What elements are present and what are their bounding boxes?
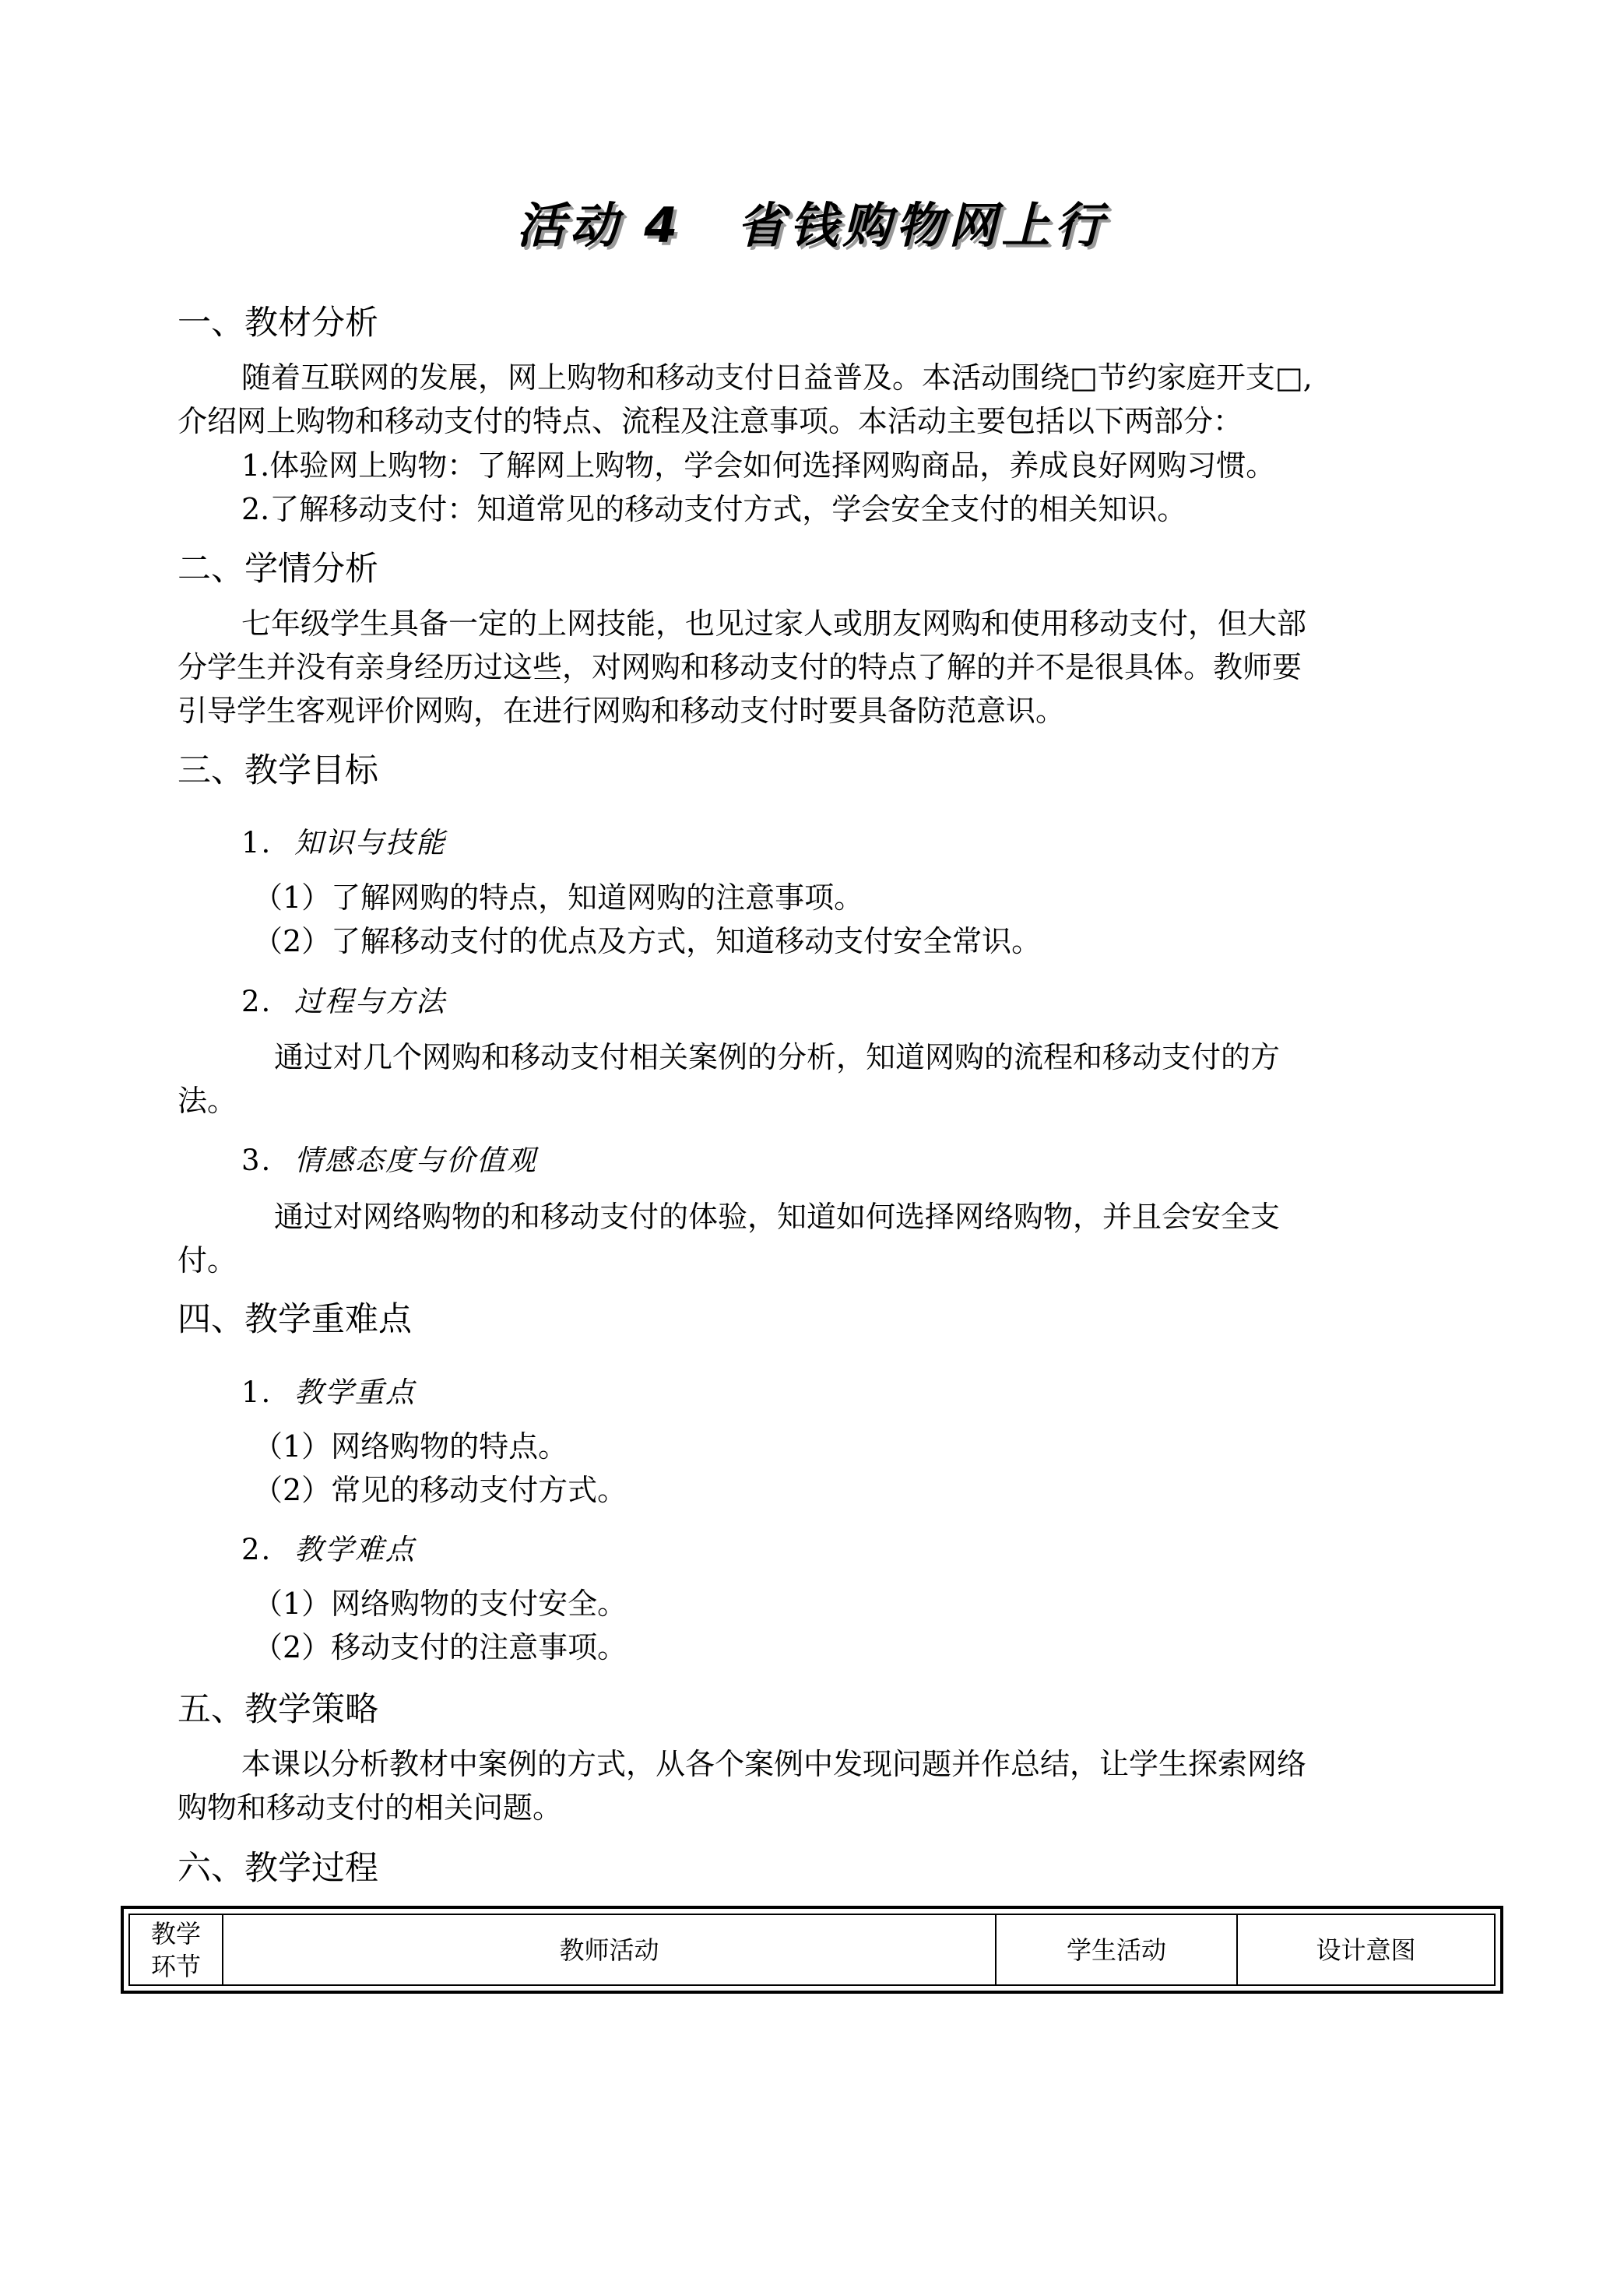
list-item: 2.了解移动支付：知道常见的移动支付方式，学会安全支付的相关知识。 xyxy=(241,492,1187,526)
subheading-label: 情感态度与价值观 xyxy=(294,1144,537,1177)
subheading-label: 过程与方法 xyxy=(294,985,446,1018)
subheading-label: 知识与技能 xyxy=(294,826,446,859)
paragraph-line: 七年级学生具备一定的上网技能，也见过家人或朋友网购和使用移动支付，但大部 xyxy=(241,606,1307,641)
subheading-difficult-points xyxy=(241,1531,416,1569)
list-item: （1）网络购物的支付安全。 xyxy=(253,1587,627,1621)
subheading-emotion-values xyxy=(241,1141,537,1180)
table-header-teacher-activity: 教师活动 xyxy=(223,1915,997,1984)
list-item: （1）了解网购的特点，知道网购的注意事项。 xyxy=(253,880,864,915)
section-heading-teaching-strategy: 五、教学策略 xyxy=(178,1690,378,1729)
section-heading-student-analysis: 二、学情分析 xyxy=(178,550,378,589)
list-item: （2）常见的移动支付方式。 xyxy=(253,1473,627,1507)
table-header-teaching-stage xyxy=(130,1915,223,1984)
header-text: 环节 xyxy=(150,1951,201,1981)
paragraph-line: 分学生并没有亲身经历过这些，对网购和移动支付的特点了解的并不是很具体。教师要 xyxy=(178,650,1302,684)
teaching-process-table xyxy=(121,1906,1503,1994)
title-activity-number: 活动 4 xyxy=(516,197,683,254)
subheading-number: 1. xyxy=(241,1376,272,1409)
subheading-knowledge-skills xyxy=(241,824,446,863)
paragraph-line: 付。 xyxy=(178,1243,237,1278)
paragraph-line: 本课以分析教材中案例的方式，从各个案例中发现问题并作总结，让学生探索网络 xyxy=(241,1747,1307,1781)
subheading-number: 3. xyxy=(241,1144,272,1177)
subheading-number: 2. xyxy=(241,985,272,1018)
paragraph-line: 购物和移动支付的相关问题。 xyxy=(178,1791,563,1825)
section-heading-materials-analysis: 一、教材分析 xyxy=(178,304,378,343)
list-item: （2）了解移动支付的优点及方式，知道移动支付安全常识。 xyxy=(253,924,1042,958)
list-item: 1.体验网上购物：了解网上购物，学会如何选择网购商品，养成良好网购习惯。 xyxy=(241,448,1276,483)
title-text: 省钱购物网上行 xyxy=(736,197,1108,254)
subheading-label: 教学重点 xyxy=(294,1376,416,1409)
subheading-number: 1. xyxy=(241,826,272,859)
list-item: （1）网络购物的特点。 xyxy=(253,1429,568,1464)
table-header-row xyxy=(128,1914,1496,1986)
page-title xyxy=(0,187,1624,256)
subheading-number: 2. xyxy=(241,1533,272,1566)
paragraph-line: 介绍网上购物和移动支付的特点、流程及注意事项。本活动主要包括以下两部分： xyxy=(178,404,1243,438)
section-heading-key-difficult-points: 四、教学重难点 xyxy=(178,1300,412,1339)
subheading-process-method xyxy=(241,982,446,1021)
table-header-design-intent: 设计意图 xyxy=(1316,1935,1416,1965)
header-text: 教学 xyxy=(150,1918,201,1949)
paragraph-line: 引导学生客观评价网购，在进行网购和移动支付时要具备防范意识。 xyxy=(178,694,1066,728)
table-header-student-activity: 学生活动 xyxy=(997,1915,1238,1984)
section-heading-teaching-process: 六、教学过程 xyxy=(178,1849,378,1888)
paragraph-line: 通过对网络购物的和移动支付的体验，知道如何选择网络购物，并且会安全支 xyxy=(274,1200,1281,1234)
paragraph-line: 法。 xyxy=(178,1084,237,1118)
section-heading-teaching-goals: 三、教学目标 xyxy=(178,751,378,790)
subheading-label: 教学难点 xyxy=(294,1533,416,1566)
paragraph-line: 通过对几个网购和移动支付相关案例的分析，知道网购的流程和移动支付的方 xyxy=(274,1040,1281,1074)
subheading-key-points xyxy=(241,1373,416,1412)
list-item: （2）移动支付的注意事项。 xyxy=(253,1630,627,1664)
paragraph-line: 随着互联网的发展，网上购物和移动支付日益普及。本活动围绕□节约家庭开支□, xyxy=(241,360,1313,395)
